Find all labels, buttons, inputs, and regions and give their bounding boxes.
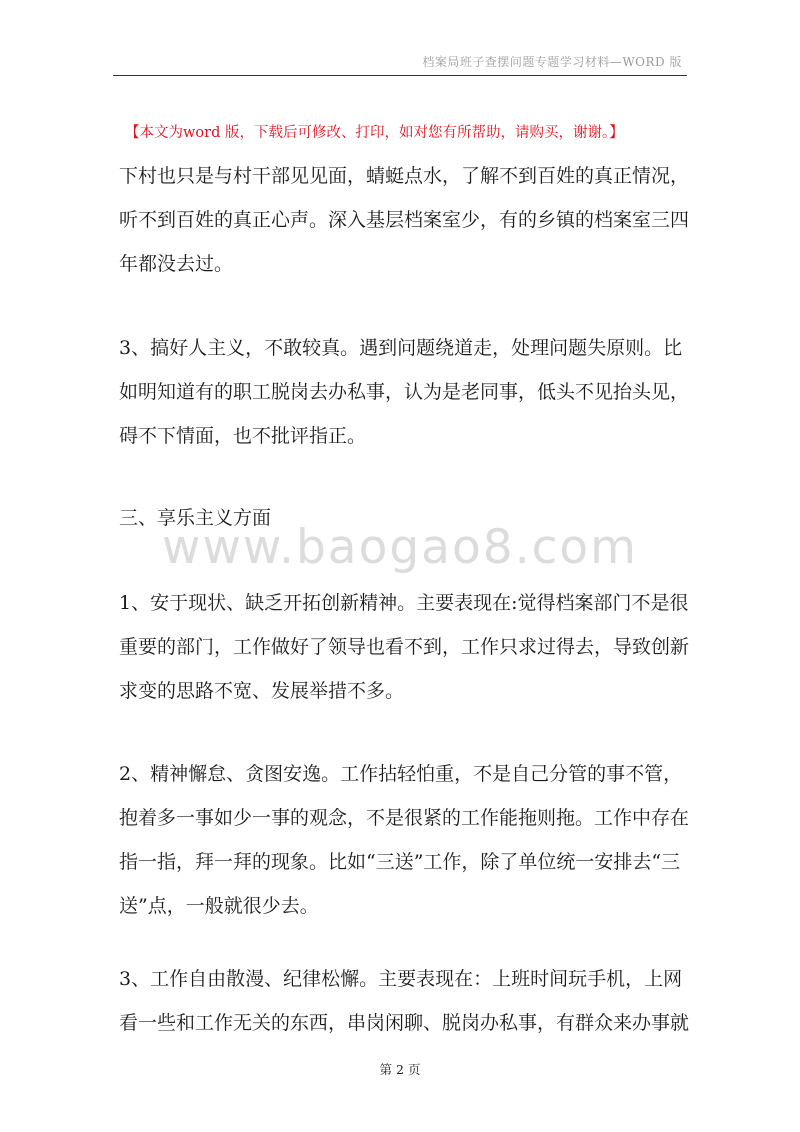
paragraph-item-1-complacency xyxy=(119,581,689,713)
text-line: 送”点，一般就很少去。 xyxy=(119,895,319,917)
text-line: 听不到百姓的真正心声。深入基层档案室少，有的乡镇的档案室三四 xyxy=(119,209,690,231)
text-line: 如明知道有的职工脱岗去办私事，认为是老同事，低头不见抬头见， xyxy=(119,381,690,403)
text-line: 指一指，拜一拜的现象。比如“三送”工作，除了单位统一安排去“三 xyxy=(119,851,681,873)
text-line: 碍不下情面，也不批评指正。 xyxy=(119,425,367,447)
paragraph-item-2-slackness xyxy=(119,752,689,928)
text-line: 看一些和工作无关的东西，串岗闲聊、脱岗办私事，有群众来办事就 xyxy=(119,1012,690,1034)
text-line: 年都没去过。 xyxy=(119,253,234,275)
text-line: 3、工作自由散漫、纪律松懈。主要表现在：上班时间玩手机，上网 xyxy=(119,968,683,990)
page-number: 第 2 页 xyxy=(379,1062,421,1077)
header-divider xyxy=(113,75,687,76)
paragraph-item-3-discipline xyxy=(119,957,689,1045)
paragraph-rural-visits xyxy=(119,154,689,286)
watermark: www.baogao8.com xyxy=(162,520,638,575)
text-line: 1、安于现状、缺乏开拓创新精神。主要表现在:觉得档案部门不是很 xyxy=(119,592,689,614)
text-line: 2、精神懈怠、贪图安逸。工作拈轻怕重，不是自己分管的事不管， xyxy=(119,763,683,785)
text-line: 重要的部门，工作做好了领导也看不到，工作只求过得去，导致创新 xyxy=(119,636,690,658)
text-line: 求变的思路不宽、发展举措不多。 xyxy=(119,680,405,702)
header-title: 档案局班子查摆问题专题学习材料—WORD 版 xyxy=(422,55,682,69)
paragraph-item-3-good-guy xyxy=(119,326,689,458)
text-line: 抱着多一事如少一事的观念，不是很紧的工作能拖则拖。工作中存在 xyxy=(119,807,690,829)
text-line: 下村也只是与村干部见见面，蜻蜓点水，了解不到百姓的真正情况， xyxy=(119,165,690,187)
section-heading-hedonism xyxy=(119,496,689,540)
download-notice: 【本文为word 版，下载后可修改、打印，如对您有所帮助，请购买，谢谢。】 xyxy=(125,125,624,141)
text-line: 3、搞好人主义，不敢较真。遇到问题绕道走，处理问题失原则。比 xyxy=(119,337,683,359)
text-line: 三、享乐主义方面 xyxy=(119,507,272,529)
